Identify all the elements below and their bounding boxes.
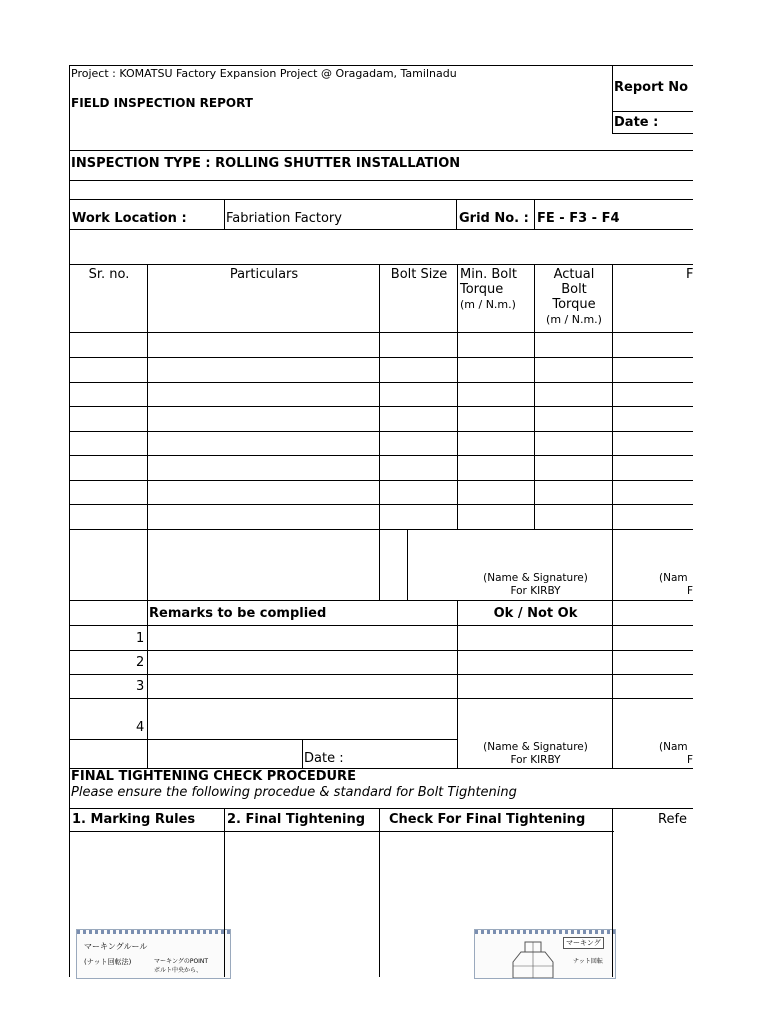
report-box-divider [612, 65, 613, 133]
remarks-line [69, 650, 693, 651]
remark-num-4: 4 [136, 720, 145, 735]
work-location-label: Work Location : [72, 211, 187, 226]
col-line-min-bolt [534, 264, 535, 530]
ok-not-ok: Ok / Not Ok [493, 606, 578, 621]
line-inspection-top [69, 150, 693, 151]
remarks-col-sr [147, 600, 148, 769]
table-header-bottom [69, 332, 693, 333]
grid-value: FE - F3 - F4 [537, 211, 620, 226]
procedure-subtitle: Please ensure the following procedue & standard for Bolt Tightening [71, 785, 517, 800]
signature-kirby-2: (Name & Signature) For KIRBY [483, 741, 588, 766]
row-line [69, 357, 693, 358]
remarks-date-label: Date : [304, 751, 344, 766]
header-particulars: Particulars [229, 267, 299, 282]
header-actual-bolt: Actual Bolt Torque (m / N.m.) [546, 267, 602, 326]
line-work-bottom [69, 229, 693, 230]
grid-label: Grid No. : [459, 211, 529, 226]
header-min-bolt: Min. Bolt Torque (m / N.m.) [460, 267, 517, 311]
remark-num-2: 2 [136, 655, 145, 670]
procedure-col-marking: 1. Marking Rules [72, 812, 196, 827]
procedure-col-1 [224, 808, 225, 977]
remarks-line [69, 739, 458, 740]
signature-partial-1: (Nam F [659, 572, 694, 597]
procedure-col-reference: Refe [658, 812, 688, 827]
header-bolt-size: Bolt Size [390, 267, 448, 282]
remarks-date-divider [302, 739, 303, 769]
remarks-line [69, 698, 693, 699]
col-line-sr [147, 264, 148, 601]
signature-row-bottom [69, 600, 693, 601]
row-line [69, 431, 693, 432]
row-line [69, 455, 693, 456]
work-div-3 [534, 199, 535, 230]
project-line: Project : KOMATSU Factory Expansion Project @ Oragadam, Tamilnadu [71, 67, 457, 80]
row-line [69, 382, 693, 383]
line-work-top [69, 199, 693, 200]
header-partial: F [686, 267, 694, 282]
row-line [69, 504, 693, 505]
inspection-type: INSPECTION TYPE : ROLLING SHUTTER INSTALLATION [71, 156, 461, 171]
remarks-bottom [69, 768, 693, 769]
table-top [69, 264, 693, 265]
procedure-header-bottom [69, 831, 614, 832]
procedure-top [69, 808, 693, 809]
procedure-col-3 [612, 808, 613, 977]
signature-partial-2: (Nam F [659, 741, 694, 766]
report-title: FIELD INSPECTION REPORT [71, 96, 253, 110]
remarks-line [69, 674, 693, 675]
row-line [69, 406, 693, 407]
row-line [69, 480, 693, 481]
signature-kirby-1: (Name & Signature) For KIRBY [483, 572, 588, 597]
final-tightening-check-image: マーキング ナット回転 [474, 929, 616, 979]
col-line-bolt-size [457, 264, 458, 530]
row-line [69, 529, 693, 530]
work-location-value: Fabriation Factory [226, 211, 342, 226]
col-line-actual-bolt [612, 264, 613, 601]
border-left [69, 65, 70, 977]
procedure-col-check: Check For Final Tightening [389, 812, 586, 827]
remark-num-3: 3 [136, 679, 145, 694]
work-div-2 [456, 199, 457, 230]
remark-num-1: 1 [136, 631, 145, 646]
work-div-1 [224, 199, 225, 230]
report-box-bottom [612, 133, 693, 134]
col-line-particulars [379, 264, 380, 601]
report-box-mid [612, 111, 693, 112]
border-top [69, 65, 693, 66]
remarks-col-right [612, 600, 613, 769]
remarks-col-ok [457, 600, 458, 769]
remarks-line [69, 625, 693, 626]
line-inspection-bottom [69, 180, 693, 181]
report-no-label: Report No [614, 80, 689, 95]
procedure-title: FINAL TIGHTENING CHECK PROCEDURE [71, 769, 356, 784]
procedure-col-final: 2. Final Tightening [227, 812, 366, 827]
date-label: Date : [614, 115, 659, 130]
header-sr-no: Sr. no. [88, 267, 130, 282]
remarks-title: Remarks to be complied [149, 606, 327, 621]
signature-divider [407, 529, 408, 601]
marking-rules-image: マーキングルール (ナット回転法) マーキングのPOINT ボルト中央から、 [76, 929, 231, 979]
procedure-col-2 [379, 808, 380, 977]
